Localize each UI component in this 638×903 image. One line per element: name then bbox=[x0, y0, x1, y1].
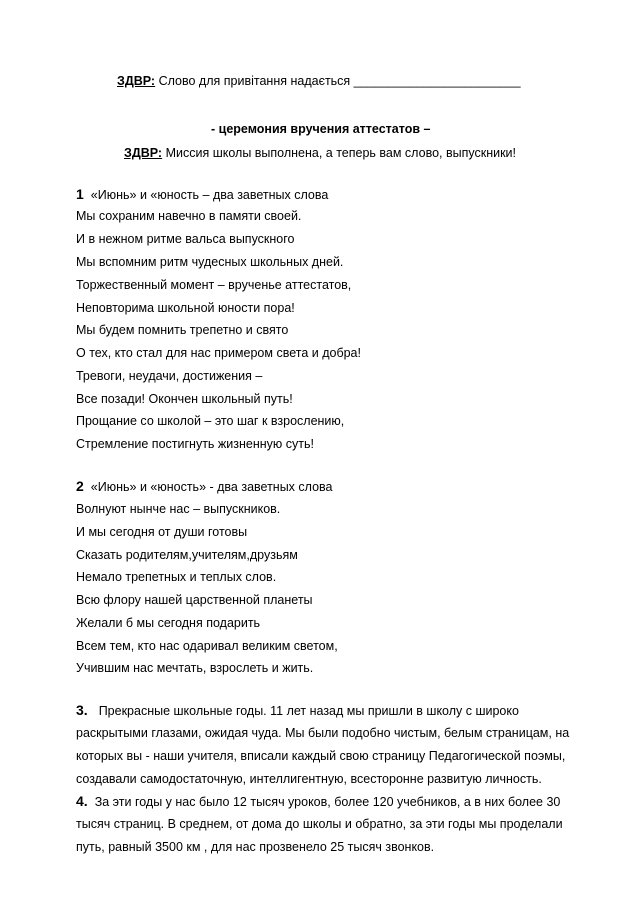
para4-line: тысяч страниц. В среднем, от дома до школы и обратно, за эти годы мы проделали bbox=[76, 817, 563, 831]
poem2-line: Немало трепетных и теплых слов. bbox=[76, 570, 277, 584]
poem2-line: И мы сегодня от души готовы bbox=[76, 525, 248, 539]
poem1-line: Мы сохраним навечно в памяти своей. bbox=[76, 209, 302, 223]
poem2-line: Учившим нас мечтать, взрослеть и жить. bbox=[76, 661, 314, 675]
poem1-line: Стремление постигнуть жизненную суть! bbox=[76, 437, 314, 451]
para3-line: раскрытыми глазами, ожидая чуда. Мы были подобно чистым, белым страницам, на bbox=[76, 726, 570, 740]
greeting-text: Слово для привітання надається ________________________ bbox=[158, 74, 521, 88]
poem1-line: 1 «Июнь» и «юность – два заветных слова bbox=[76, 186, 329, 202]
poem1-line: Прощание со школой – это шаг к взрослению, bbox=[76, 414, 345, 428]
poem1-line: Мы вспомним ритм чудесных школьных дней. bbox=[76, 255, 344, 269]
poem2-line: Всю флору нашей царственной планеты bbox=[76, 593, 313, 607]
para4-line: 4. За эти годы у нас было 12 тысяч уроков, более 120 учебников, а в них более 30 bbox=[76, 793, 561, 809]
poem2-line: Всем тем, кто нас одаривал великим светом, bbox=[76, 639, 338, 653]
mission-line bbox=[124, 145, 516, 161]
poem1-line: И в нежном ритме вальса выпускного bbox=[76, 232, 295, 246]
poem1-line: Неповторима школьной юности пора! bbox=[76, 301, 295, 315]
mission-text: Миссия школы выполнена, а теперь вам слово, выпускники! bbox=[165, 146, 517, 160]
para4-number: 4. bbox=[76, 793, 88, 809]
poem1-line: Торжественный момент – врученье аттестатов, bbox=[76, 278, 352, 292]
speaker-label: ЗДВР: bbox=[124, 146, 163, 160]
para4-line: путь, равный 3500 км , для нас прозвенело 25 тысяч звонков. bbox=[76, 840, 435, 854]
para3-line: которых вы - наши учителя, вписали каждый свою страницу Педагогической поэмы, bbox=[76, 749, 566, 763]
speaker-label: ЗДВР: bbox=[117, 74, 156, 88]
poem1-line: Мы будем помнить трепетно и свято bbox=[76, 323, 289, 337]
poem2-line: Желали б мы сегодня подарить bbox=[76, 616, 261, 630]
poem1-line: Тревоги, неудачи, достижения – bbox=[76, 369, 263, 383]
poem2-line: 2 «Июнь» и «юность» - два заветных слова bbox=[76, 478, 333, 494]
para3-line: создавали самодостаточную, интеллигентную, всесторонне развитую личность. bbox=[76, 772, 542, 786]
para3-number: 3. bbox=[76, 702, 88, 718]
greeting-line bbox=[117, 73, 521, 89]
poem2-line: Волнуют нынче нас – выпускников. bbox=[76, 502, 281, 516]
poem1-line: О тех, кто стал для нас примером света и добра! bbox=[76, 346, 361, 360]
ceremony-heading: - церемония вручения аттестатов – bbox=[211, 122, 431, 136]
poem2-line: Сказать родителям,учителям,друзьям bbox=[76, 548, 298, 562]
poem2-number: 2 bbox=[76, 478, 84, 494]
poem1-number: 1 bbox=[76, 186, 84, 202]
para3-line: 3. Прекрасные школьные годы. 11 лет назад мы пришли в школу с широко bbox=[76, 702, 519, 718]
poem1-line: Все позади! Окончен школьный путь! bbox=[76, 392, 293, 406]
